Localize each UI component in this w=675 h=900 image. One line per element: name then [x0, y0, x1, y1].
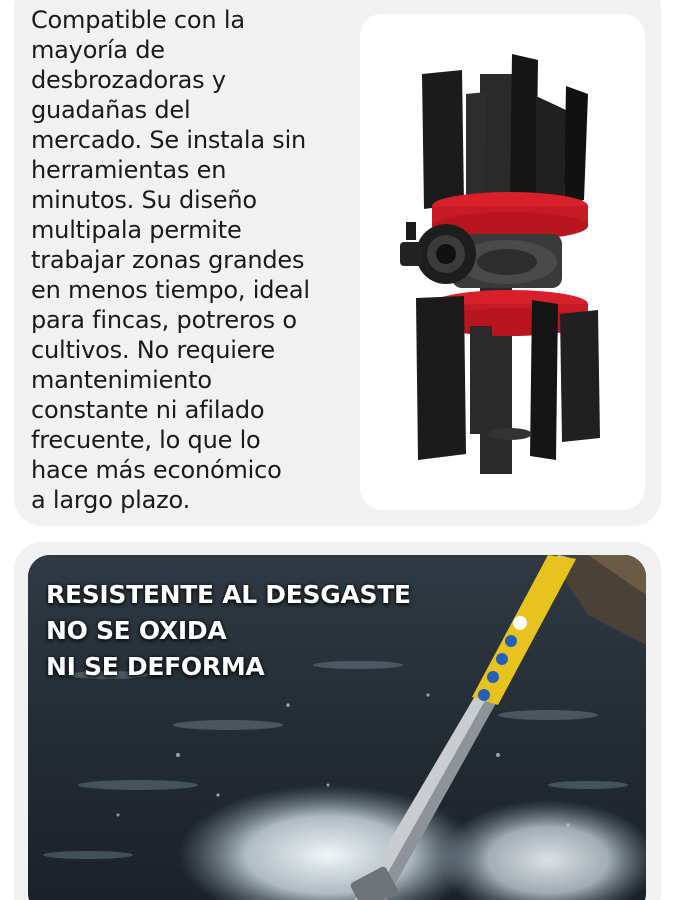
headline-line-1: RESISTENTE AL DESGASTE [46, 580, 411, 609]
product-image-panel [360, 14, 645, 510]
headline-line-3: NI SE DEFORMA [46, 652, 265, 681]
durability-headline [46, 577, 411, 685]
durability-photo [28, 555, 646, 900]
headline-line-2: NO SE OXIDA [46, 616, 227, 645]
multi-blade-tiller-head-icon [360, 14, 645, 510]
product-description: Compatible con la mayoría de desbrozadoras y guadañas del mercado. Se instala sin herramientas en minutos. Su diseño multipala permite trabajar zonas grandes en menos tiempo, ideal para fincas, potreros o cultivos. No requiere mantenimiento constante ni afilado frecuente, lo que lo hace más económico a largo plazo. [31, 6, 310, 514]
